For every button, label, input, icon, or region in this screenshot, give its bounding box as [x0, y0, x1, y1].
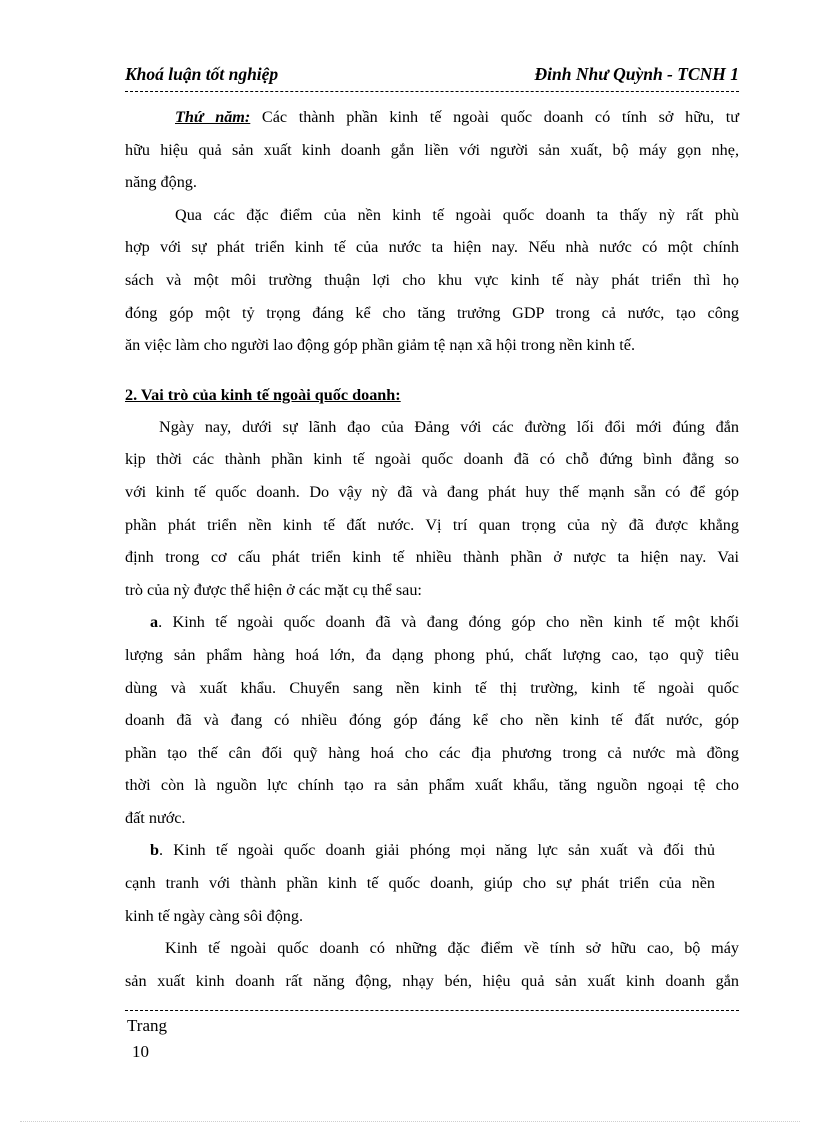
paragraph-line: hữu hiệu quả sản xuất kinh doanh gắn liền với người sản xuất, bộ máy gọn nhẹ,: [125, 140, 739, 159]
paragraph-thu-nam: [125, 101, 739, 199]
paragraph-line: sản xuất kinh doanh rất năng động, nhạy bén, hiệu quả sản xuất kinh doanh gắn: [125, 971, 739, 990]
page-number: 10: [132, 1042, 149, 1061]
paragraph-line: lượng sản phẩm hàng hoá lớn, đa dạng phong phú, chất lượng cao, tạo quỹ tiêu: [125, 645, 739, 664]
header-thesis-title: Khoá luận tốt nghiệp: [125, 64, 279, 84]
paragraph-line: cạnh tranh với thành phần kinh tế quốc doanh, giúp cho sự phát triển của nền: [125, 874, 715, 893]
paragraph-line: Ngày nay, dưới sự lãnh đạo của Đảng với các đường lối đổi mới đúng đắn: [159, 417, 739, 436]
paragraph-characteristics-summary: [125, 199, 739, 362]
page-body: [125, 101, 739, 997]
paragraph-ownership: [125, 932, 739, 997]
paragraph-line: đất nước.: [125, 808, 186, 827]
paragraph-line: dùng và xuất khẩu. Chuyển sang nền kinh tế thị trường, kinh tế ngoài quốc: [125, 678, 739, 697]
paragraph-line: năng động.: [125, 173, 197, 192]
paragraph-point-b: [125, 834, 715, 932]
paragraph-line: . Kinh tế ngoài quốc doanh giải phóng mọi năng lực sản xuất và đối thủ: [159, 841, 715, 860]
point-marker-b: b: [150, 841, 160, 860]
header-author: Đinh Như Quỳnh - TCNH 1: [534, 64, 739, 84]
paragraph-line: với kinh tế quốc doanh. Do vậy nỳ đã và đang phát huy thế mạnh sẵn có để góp: [125, 482, 739, 501]
point-marker-a: a: [150, 613, 159, 632]
paragraph-line: phần phát triển nền kinh tế đất nước. Vị trí quan trọng của nỳ đã được khẳng: [125, 515, 739, 534]
paragraph-line: Qua các đặc điểm của nền kinh tế ngoài quốc doanh ta thấy nỳ rất phù: [175, 205, 739, 224]
paragraph-line: đóng góp một tỷ trọng đáng kể cho tăng trưởng GDP trong cả nước, tạo công: [125, 303, 739, 322]
paragraph-line: kinh tế ngày càng sôi động.: [125, 906, 304, 925]
paragraph-line: ăn việc làm cho người lao động góp phần giảm tệ nạn xã hội trong nền kinh tế.: [125, 336, 636, 355]
paragraph-line: định trong cơ cấu phát triển kinh tế nhiều thành phần ở nược ta hiện nay. Vai: [125, 548, 739, 567]
footer-divider: [125, 1010, 739, 1011]
paragraph-line: hợp với sự phát triển kinh tế của nước ta hiện nay. Nếu nhà nước có một chính: [125, 238, 739, 257]
page-edge-dotted-line: [20, 1121, 800, 1122]
page-label: Trang: [127, 1016, 167, 1035]
paragraph-lead-label: Thứ năm:: [175, 108, 251, 126]
section-heading: 2. Vai trò của kinh tế ngoài quốc doanh:: [125, 385, 401, 404]
paragraph-introduction: [125, 411, 739, 607]
paragraph-line: sách và một môi trường thuận lợi cho khu vực kinh tế này phát triển thì họ: [125, 270, 739, 289]
header-divider: [125, 91, 739, 92]
paragraph-line: kịp thời các thành phần kinh tế ngoài quốc doanh đã có chỗ đứng bình đẳng so: [125, 450, 739, 469]
paragraph-line: trò của nỳ được thể hiện ở các mặt cụ thể sau:: [125, 580, 422, 599]
paragraph-line: thời còn là nguồn lực chính tạo ra sản phẩm xuất khẩu, tăng nguồn ngoại tệ cho: [125, 776, 739, 795]
paragraph-point-a: [125, 606, 739, 834]
paragraph-line: phần tạo thế cân đối quỹ hàng hoá cho các địa phương trong cả nước mà đồng: [125, 743, 739, 762]
paragraph-line: Kinh tế ngoài quốc doanh có những đặc điểm về tính sở hữu cao, bộ máy: [165, 939, 739, 958]
paragraph-line: doanh đã và đang có nhiều đóng góp đáng kể cho nền kinh tế đất nước, góp: [125, 711, 739, 730]
page-footer: [127, 1013, 167, 1065]
paragraph-line: Các thành phần kinh tế ngoài quốc doanh có tính sở hữu, tư: [250, 108, 739, 126]
page-header: [125, 64, 739, 88]
paragraph-line: . Kinh tế ngoài quốc doanh đã và đang đóng góp cho nền kinh tế một khối: [158, 613, 739, 632]
